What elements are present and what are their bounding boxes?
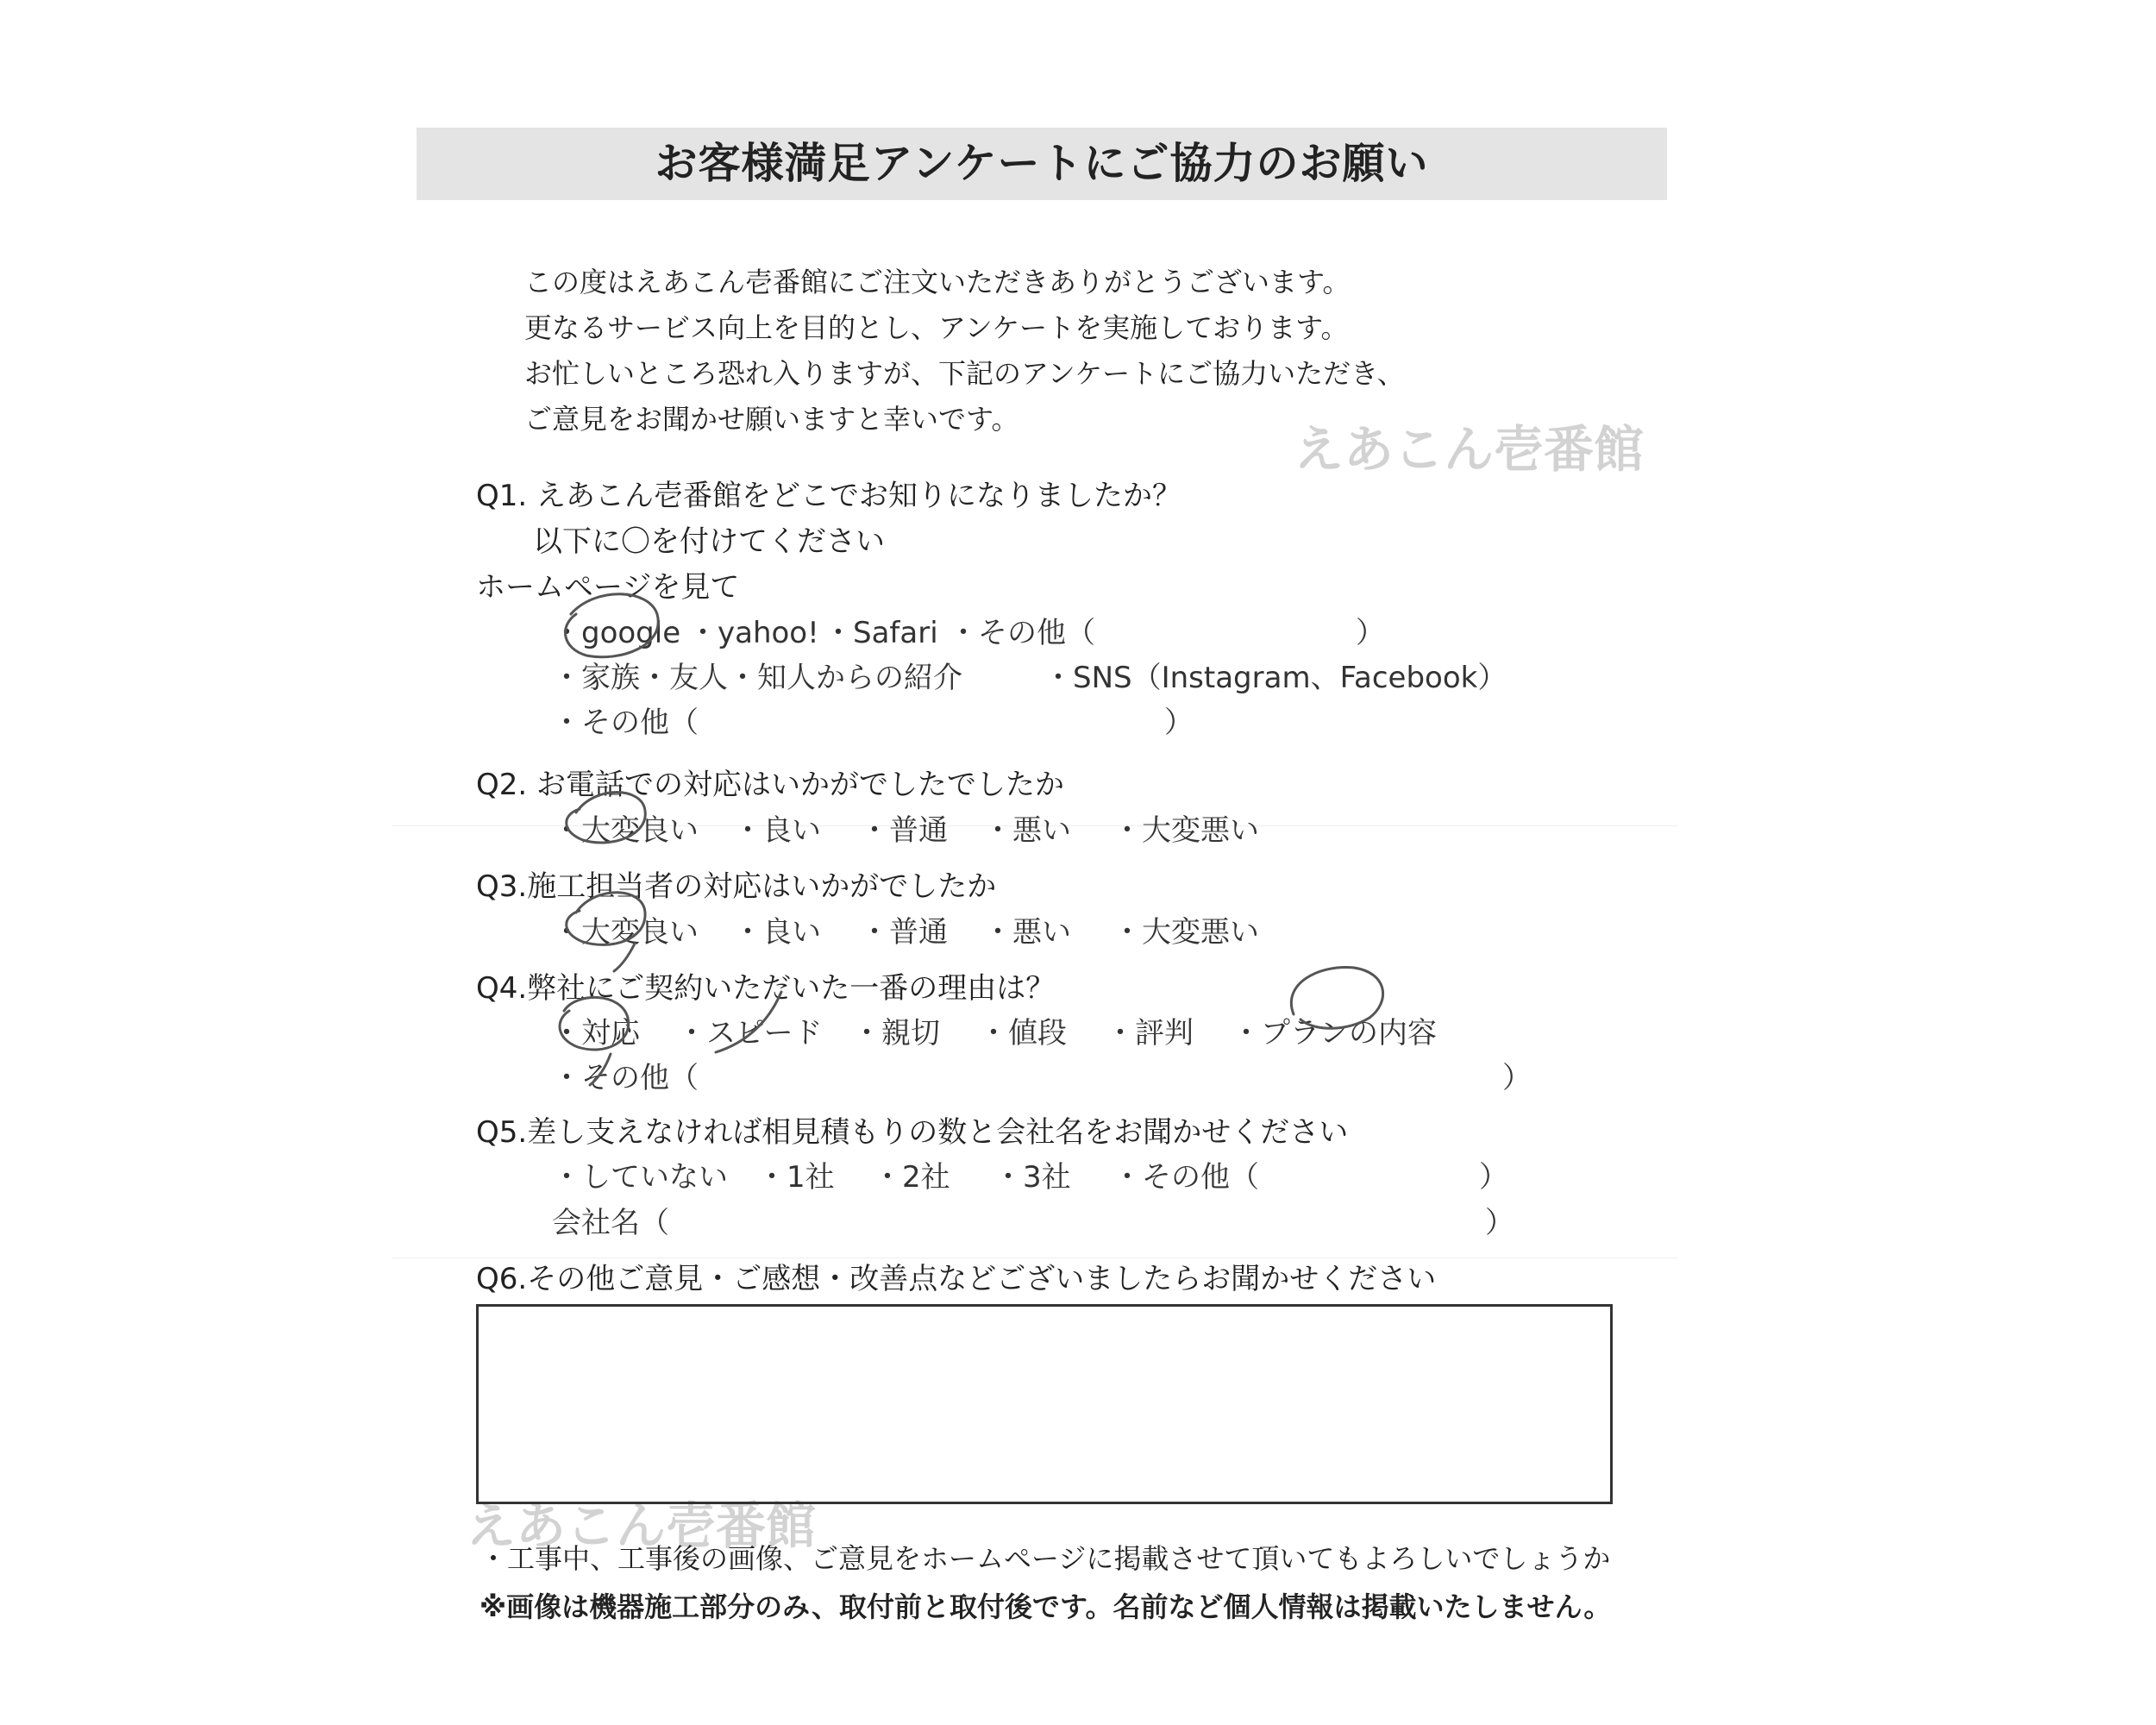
q5-option-other[interactable]: ・その他（ bbox=[1112, 1160, 1259, 1195]
intro-line-4: ご意見をお聞かせ願いますと幸いです。 bbox=[524, 403, 1019, 436]
q4-option-kindness[interactable]: ・親切 bbox=[852, 1016, 940, 1051]
q2-option-very-bad[interactable]: ・大変悪い bbox=[1112, 813, 1259, 848]
q5-company-close: ） bbox=[1485, 1206, 1514, 1240]
q5-company-label[interactable]: 会社名（ bbox=[552, 1206, 669, 1240]
q1-option-referral[interactable]: ・家族・友人・知人からの紹介 bbox=[552, 661, 962, 695]
q1-homepage-label: ホームページを見て bbox=[476, 570, 740, 605]
privacy-note: ※画像は機器施工部分のみ、取付前と取付後です。名前など個人情報は掲載いたしません。 bbox=[479, 1590, 1612, 1623]
q1-option-safari[interactable]: ・Safari bbox=[824, 616, 938, 650]
q3-option-very-bad[interactable]: ・大変悪い bbox=[1112, 915, 1259, 950]
q4-other-close: ） bbox=[1502, 1061, 1532, 1095]
circle-mark-q4-plan bbox=[1291, 968, 1382, 1029]
q4-option-reputation[interactable]: ・評判 bbox=[1106, 1016, 1194, 1051]
q4-option-response[interactable]: ・対応 bbox=[552, 1016, 640, 1051]
circle-tail-q4 bbox=[590, 1054, 611, 1085]
q4-question: Q4.弊社にご契約いただいた一番の理由は？ bbox=[476, 971, 1056, 1006]
q5-option-2[interactable]: ・2社 bbox=[873, 1160, 950, 1195]
q5-option-3[interactable]: ・3社 bbox=[993, 1160, 1071, 1195]
q5-other-close: ） bbox=[1479, 1160, 1508, 1195]
q2-option-normal[interactable]: ・普通 bbox=[860, 813, 948, 848]
q2-option-bad[interactable]: ・悪い bbox=[983, 813, 1071, 848]
q1-other-close: ） bbox=[1164, 706, 1194, 740]
intro-line-2: 更なるサービス向上を目的とし、アンケートを実施しております。 bbox=[524, 311, 1349, 344]
publish-consent-question: ・工事中、工事後の画像、ご意見をホームページに掲載させて頂いてもよろしいでしょうか bbox=[479, 1542, 1611, 1575]
circle-mark-q1-google bbox=[566, 594, 659, 657]
q2-option-good[interactable]: ・良い bbox=[733, 813, 821, 848]
q3-option-very-good[interactable]: ・大変良い bbox=[552, 915, 699, 950]
q3-option-normal[interactable]: ・普通 bbox=[860, 915, 948, 950]
intro-line-3: お忙しいところ恐れ入りますが、下記のアンケートにご協力いただき、 bbox=[524, 357, 1405, 390]
q1-option-google[interactable]: ・google bbox=[552, 616, 681, 650]
q4-option-other[interactable]: ・その他（ bbox=[552, 1061, 699, 1095]
q4-option-price[interactable]: ・値段 bbox=[979, 1016, 1067, 1051]
q1-option-yahoo[interactable]: ・yahoo! bbox=[688, 616, 819, 650]
q5-question: Q5.差し支えなければ相見積もりの数と会社名をお聞かせください bbox=[476, 1115, 1349, 1150]
q4-option-speed[interactable]: ・スピード bbox=[677, 1016, 823, 1051]
q4-option-plan[interactable]: ・プランの内容 bbox=[1232, 1016, 1437, 1051]
q5-option-1[interactable]: ・1社 bbox=[757, 1160, 835, 1195]
q1-hp-other-close: ） bbox=[1356, 616, 1385, 650]
circle-mark-q4-response bbox=[560, 997, 629, 1050]
q6-question: Q6.その他ご意見・ご感想・改善点などございましたらお聞かせください bbox=[476, 1262, 1437, 1296]
q1-option-other[interactable]: ・その他（ bbox=[552, 706, 699, 740]
q1-option-sns[interactable]: ・SNS（Instagram、Facebook） bbox=[1044, 661, 1507, 695]
page-title: お客様満足アンケートにご協力のお願い bbox=[655, 139, 1429, 188]
circle-mark-q2 bbox=[567, 793, 646, 843]
q1-question: Q1. えあこん壱番館をどこでお知りになりましたか？ bbox=[476, 479, 1182, 513]
q2-option-very-good[interactable]: ・大変良い bbox=[552, 813, 699, 848]
q1-instruction: 以下に〇を付けてください bbox=[533, 524, 885, 559]
watermark-top: えあこん壱番館 bbox=[1294, 420, 1645, 479]
q1-option-hp-other[interactable]: ・その他（ bbox=[949, 616, 1095, 650]
q5-option-none[interactable]: ・していない bbox=[552, 1160, 728, 1195]
circle-mark-q3 bbox=[567, 893, 645, 945]
q3-question: Q3.施工担当者の対応はいかがでしたか bbox=[476, 869, 997, 904]
pen-stroke-q4-speed bbox=[716, 992, 781, 1052]
watermark-bottom: えあこん壱番館 bbox=[466, 1496, 817, 1555]
circle-tail-q3 bbox=[614, 944, 635, 971]
q3-option-good[interactable]: ・良い bbox=[733, 915, 821, 950]
q3-option-bad[interactable]: ・悪い bbox=[983, 915, 1071, 950]
q2-question: Q2. お電話での対応はいかがでしたでしたか bbox=[476, 768, 1065, 802]
intro-line-1: この度はえあこん壱番館にご注文いただきありがとうございます。 bbox=[524, 266, 1351, 298]
